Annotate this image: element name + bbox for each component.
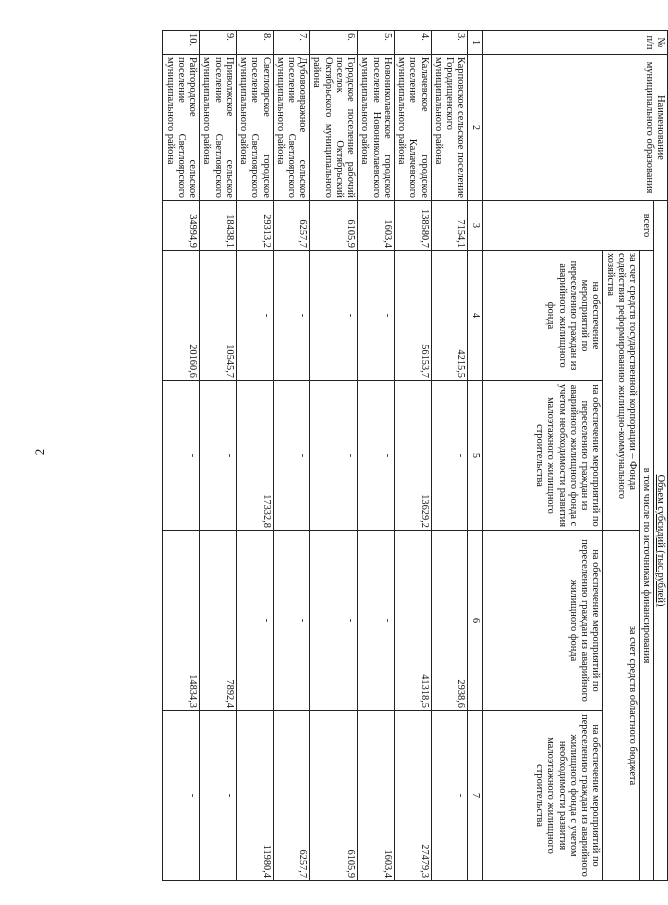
table-row [310,31,358,881]
row-number: 5. [358,31,395,55]
value-fund-lowrise: - [431,381,468,531]
value-region-resettlement: 41318,5 [394,531,431,711]
col-number: 3 [468,201,483,251]
value-total: 29313,2 [236,201,273,251]
municipality-name: Приволжское сельское поселение Светлоярского муниципального района [200,55,237,201]
row-number: 7. [273,31,310,55]
value-total: 34994,9 [163,201,200,251]
col-number: 6 [468,531,483,711]
value-region-resettlement: - [236,531,273,711]
value-region-lowrise: - [163,711,200,881]
header-col5: на обеспечение мероприятий по переселению граждан из аварийного жилищного фонда с учетом необходимости развития малоэтажного жилищного строительства [483,381,603,531]
col-number: 4 [468,251,483,381]
col-number: 5 [468,381,483,531]
municipality-name: Светлоярское городское поселение Светлоярского муниципального района [236,55,273,201]
value-fund-lowrise: 13629,2 [394,381,431,531]
value-fund-lowrise: - [358,381,395,531]
value-region-lowrise: 6105,9 [310,711,358,881]
table-row [273,31,310,881]
row-number: 6. [310,31,358,55]
value-fund-resettlement: - [310,251,358,381]
value-region-lowrise: 27479,3 [394,711,431,881]
value-fund-lowrise: - [273,381,310,531]
header-total: всего [483,201,654,251]
value-region-resettlement: - [310,531,358,711]
header-including: в том числе по источникам финансирования [640,251,654,881]
col-number: 2 [468,55,483,201]
municipality-name: Новониколаевское городское поселение Новониколаевского муниципального района [358,55,395,201]
row-number: 9. [200,31,237,55]
municipality-name: Райгородское сельское поселение Светлоярского муниципального района [163,55,200,201]
value-region-lowrise: 6257,7 [273,711,310,881]
row-number: 8. [236,31,273,55]
value-total: 6257,7 [273,201,310,251]
value-region-resettlement: 2938,6 [431,531,468,711]
row-number: 10. [163,31,200,55]
page-number: 2 [32,448,47,456]
row-number: 4. [394,31,431,55]
table-row [200,31,237,881]
municipality-name: Дубовоовражное сельское поселение Светлоярского муниципального района [273,55,310,201]
value-region-resettlement: 7892,4 [200,531,237,711]
header-regional-budget: за счет средств областного бюджета [603,531,640,881]
value-region-lowrise: 1603,4 [358,711,395,881]
column-numbers-row [468,31,483,881]
table-row [431,31,468,881]
value-region-lowrise: 11980,4 [236,711,273,881]
value-fund-resettlement: - [236,251,273,381]
value-fund-lowrise: - [310,381,358,531]
municipality-name: Калачевское городское поселение Калачевского муниципального района [394,55,431,201]
value-total: 18438,1 [200,201,237,251]
row-number: 3. [431,31,468,55]
subsidy-table [162,30,668,881]
value-fund-lowrise: - [163,381,200,531]
value-region-resettlement: 14834,3 [163,531,200,711]
header-fund: за счет средств государственной корпорации – Фонда содействия реформированию жилищно-коммунального хозяйства [603,251,640,531]
value-region-resettlement: - [358,531,395,711]
rotated-page [164,30,668,880]
table-row [236,31,273,881]
value-fund-resettlement: 10545,7 [200,251,237,381]
value-fund-resettlement: 56153,7 [394,251,431,381]
value-fund-lowrise: - [200,381,237,531]
header-col7: на обеспечение мероприятий по переселению граждан из аварийного жилищного фонда с учетом необходимости развития малоэтажного жилищного строительства [483,711,603,881]
header-name: Наименование муниципального образования [483,55,668,201]
value-fund-lowrise: 17332,8 [236,381,273,531]
value-total: 1603,4 [358,201,395,251]
header-col4: на обеспечение мероприятий по переселению граждан из аварийного жилищного фонда [483,251,603,381]
header-col6: на обеспечение мероприятий по переселению граждан из аварийного жилищного фонда [483,531,603,711]
table-row [394,31,431,881]
value-fund-resettlement: - [273,251,310,381]
value-region-lowrise: - [431,711,468,881]
value-region-lowrise: - [200,711,237,881]
header-volume: Объем субсидий (тыс.рублей) [654,201,668,881]
col-number: 7 [468,711,483,881]
municipality-name: Городское поселение рабочий поселок Октябрьский Октябрьского муниципального района [310,55,358,201]
value-fund-resettlement: - [358,251,395,381]
value-region-resettlement: - [273,531,310,711]
municipality-name: Карповское сельское поселение Городищенского муниципального района [431,55,468,201]
value-total: 138580,7 [394,201,431,251]
table-row [358,31,395,881]
col-number: 1 [468,31,483,55]
header-number: № п/п [483,31,668,55]
table-row [163,31,200,881]
value-total: 7154,1 [431,201,468,251]
value-fund-resettlement: 20160,6 [163,251,200,381]
value-fund-resettlement: 4215,5 [431,251,468,381]
value-total: 6105,9 [310,201,358,251]
